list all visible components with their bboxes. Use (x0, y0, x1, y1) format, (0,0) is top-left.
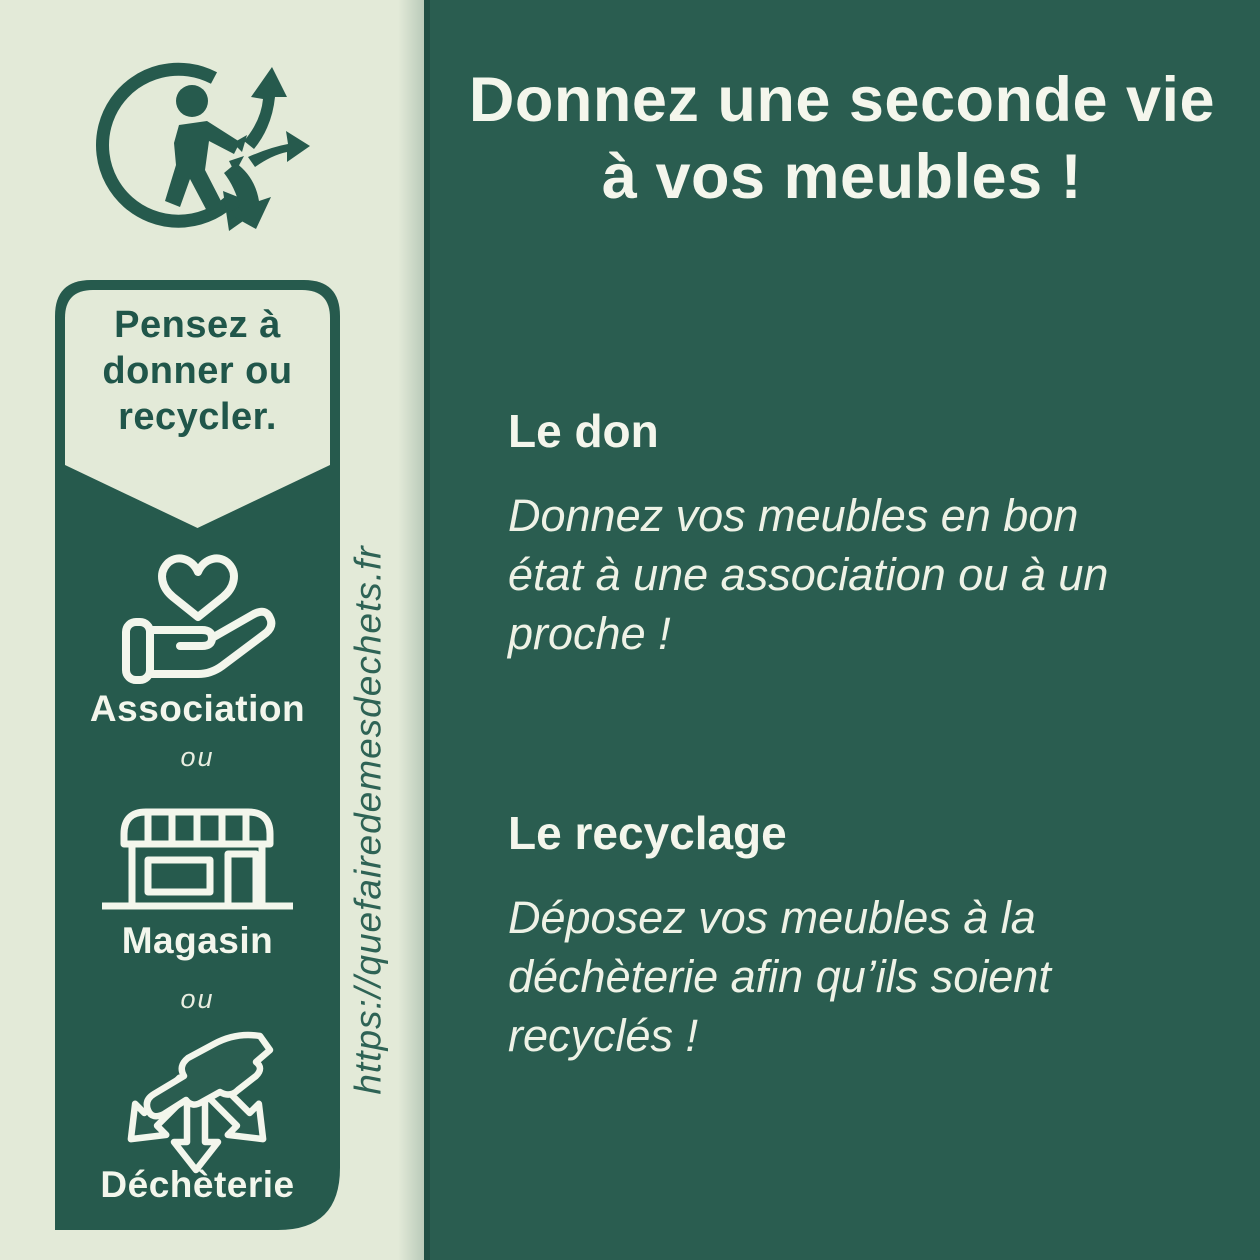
left-panel (0, 0, 424, 1260)
section-body-line: Donnez vos meubles en bon (508, 490, 1079, 541)
separator-ou: ou (180, 984, 215, 1014)
magasin-icon-box (55, 802, 340, 914)
website-url: https://quefairedemesdechets.fr (347, 545, 389, 1095)
destination-label-decheterie: Déchèterie (100, 1164, 295, 1205)
section-body-don (508, 486, 1228, 663)
storefront-icon (100, 802, 295, 914)
ribbon-title-line: recycler. (118, 396, 277, 438)
ribbon-title-line: Pensez à (114, 304, 281, 346)
page-title-line: Donnez une seconde vie (468, 65, 1216, 135)
section-body-line: déchèterie afin qu’ils soient (508, 951, 1051, 1002)
heart-in-hand-icon (118, 546, 278, 692)
section-heading-don: Le don (508, 405, 659, 457)
decheterie-icon-box (55, 1028, 340, 1176)
ribbon-title (55, 302, 340, 440)
ribbon-title-line: donner ou (102, 350, 293, 392)
page-title-line: à vos meubles ! (601, 142, 1083, 212)
sorting-hand-arrows-icon (118, 1028, 278, 1176)
section-body-recyclage (508, 888, 1228, 1065)
triman-recycling-logo-icon (95, 45, 310, 255)
section-body-line: recyclés ! (508, 1010, 699, 1061)
separator-ou: ou (180, 742, 215, 772)
right-panel (424, 0, 1260, 1260)
section-heading-recyclage: Le recyclage (508, 807, 787, 859)
section-body-line: proche ! (508, 608, 671, 659)
section-body-line: Déposez vos meubles à la (508, 892, 1036, 943)
association-icon-box (55, 546, 340, 692)
page-title (424, 62, 1260, 216)
destination-label-magasin: Magasin (121, 920, 274, 961)
destination-label-association: Association (89, 688, 306, 729)
section-body-line: état à une association ou à un (508, 549, 1109, 600)
panel-edge-shadow (398, 0, 424, 1260)
